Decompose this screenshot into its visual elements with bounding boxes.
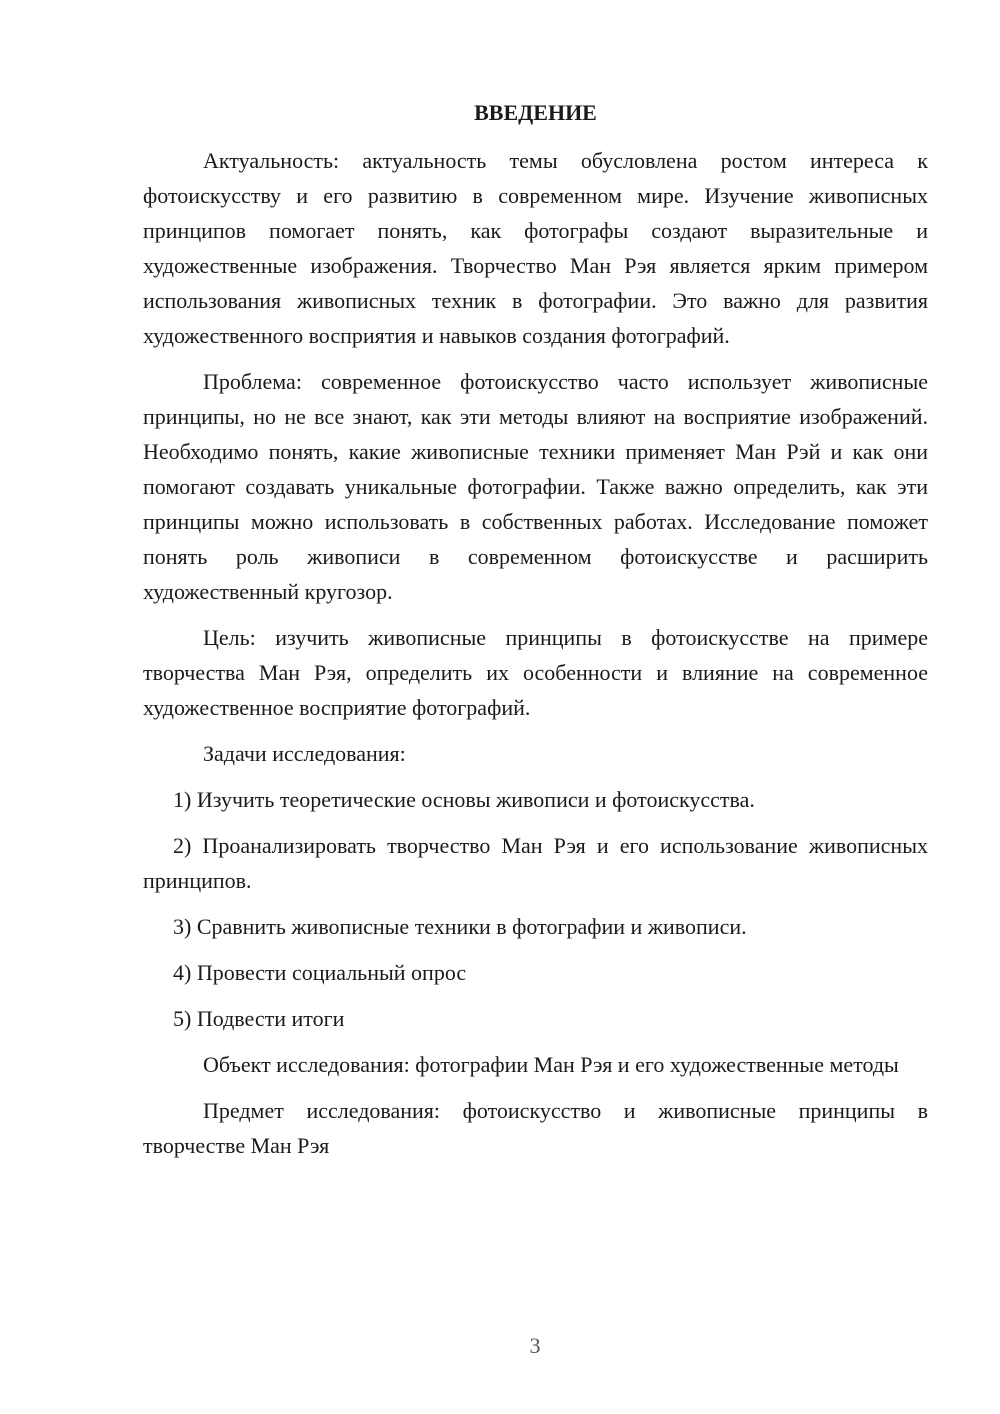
problem-paragraph: Проблема: современное фотоискусство часто использует живописные принципы, но не все знают, как эти методы влияют на восприятие изображений. Необходимо понять, какие живописные техники применяет Ман Рэй и как они помогают создавать уникальные фотографии. Также важно определить, как эти принципы можно использовать в собственных работах. Исследование поможет понять роль живописи в современном фотоискусстве и расширить художественный кругозор. bbox=[143, 369, 928, 604]
tasks-heading: Задачи исследования: bbox=[203, 741, 406, 766]
page-content bbox=[143, 95, 928, 1174]
relevance-paragraph: Актуальность: актуальность темы обусловлена ростом интереса к фотоискусству и его развитию в современном мире. Изучение живописных принципов помогает понять, как фотографы создают выразительные и художественные изображения. Творчество Ман Рэя является ярким примером использования живописных техник в фотографии. Это важно для развития художественного восприятия и навыков создания фотографий. bbox=[143, 148, 928, 348]
task-item-5: 5) Подвести итоги bbox=[173, 1006, 345, 1031]
task-item-4: 4) Провести социальный опрос bbox=[173, 960, 467, 985]
subject-paragraph: Предмет исследования: фотоискусство и живописные принципы в творчестве Ман Рэя bbox=[143, 1098, 928, 1158]
task-item-3: 3) Сравнить живописные техники в фотографии и живописи. bbox=[173, 914, 747, 939]
task-item-2: 2) Проанализировать творчество Ман Рэя и его использование живописных принципов. bbox=[143, 833, 928, 893]
page-number: 3 bbox=[529, 1333, 541, 1358]
task-item-1: 1) Изучить теоретические основы живописи и фотоискусства. bbox=[173, 787, 755, 812]
object-paragraph: Объект исследования: фотографии Ман Рэя и его художественные методы bbox=[203, 1052, 899, 1077]
page-title: ВВЕДЕНИЕ bbox=[474, 100, 597, 125]
goal-paragraph: Цель: изучить живописные принципы в фотоискусстве на примере творчества Ман Рэя, определить их особенности и влияние на современное художественное восприятие фотографий. bbox=[143, 625, 928, 720]
